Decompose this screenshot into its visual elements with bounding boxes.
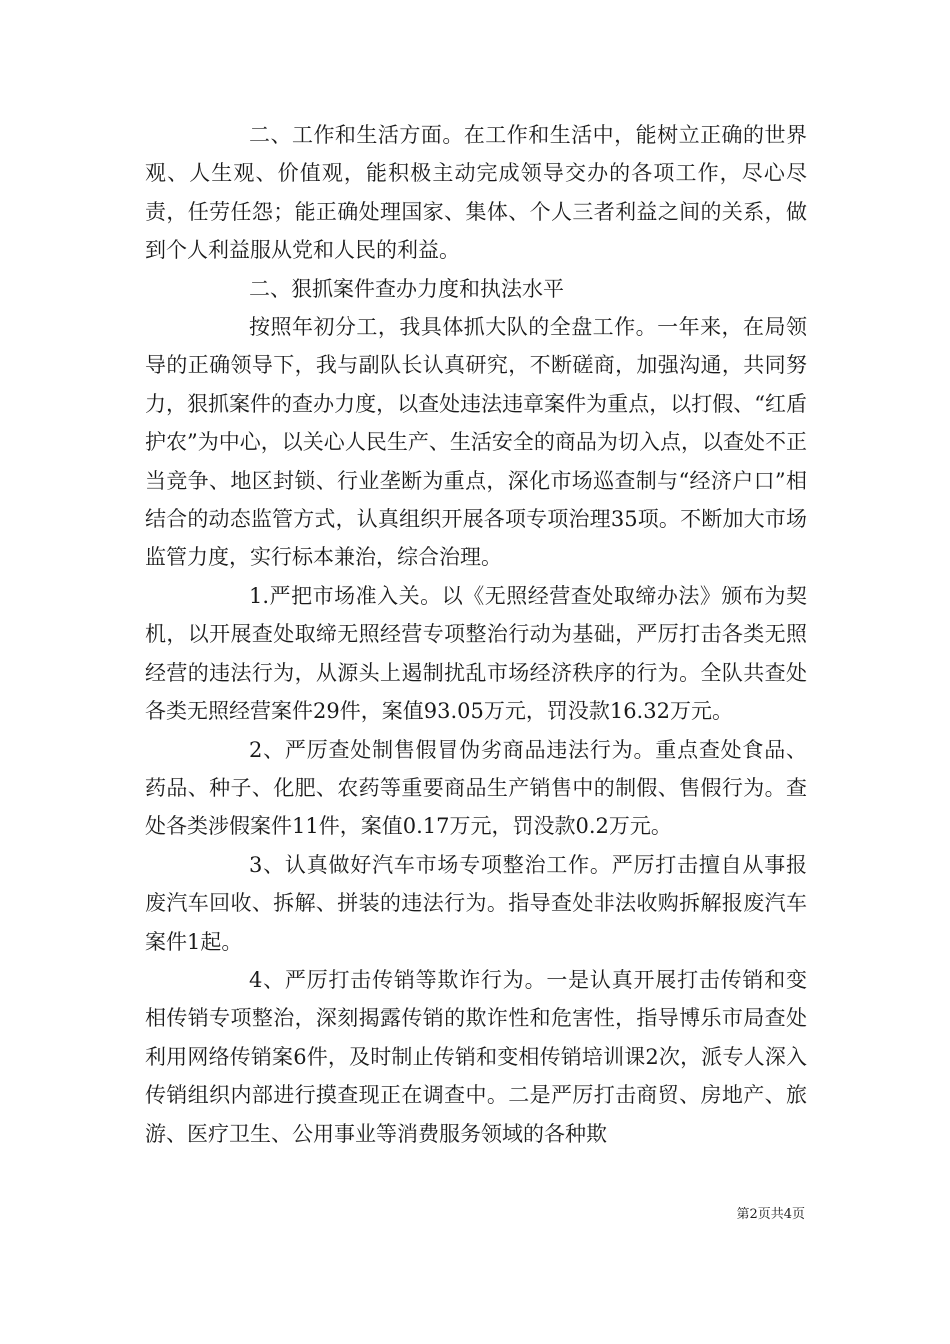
document-body: [145, 116, 807, 1153]
page-number-footer: 第2页共4页: [736, 1207, 805, 1222]
paragraph-counterfeit-goods: 2、严厉查处制售假冒伪劣商品违法行为。重点查处食品、药品、种子、化肥、农药等重要商品生产销售中的制假、售假行为。查处各类涉假案件11件，案值0.17万元，罚没款0.2万元。: [145, 737, 807, 839]
paragraph-market-access: 1.严把市场准入关。以《无照经营查处取缔办法》颁布为契机，以开展查处取缔无照经营专项整治行动为基础，严厉打击各类无照经营的违法行为，从源头上遏制扰乱市场经济秩序的行为。全队共查处各类无照经营案件29件，案值93.05万元，罚没款16.32万元。: [145, 583, 807, 724]
paragraph-auto-market: 3、认真做好汽车市场专项整治工作。严厉打击擅自从事报废汽车回收、拆解、拼装的违法行为。指导查处非法收购拆解报废汽车案件1起。: [145, 852, 807, 954]
paragraph-annual-work: 按照年初分工，我具体抓大队的全盘工作。一年来，在局领导的正确领导下，我与副队长认真研究，不断磋商，加强沟通，共同努力，狠抓案件的查办力度，以查处违法违章案件为重点，以打假、“红盾护农”为中心，以关心人民生产、生活安全的商品为切入点，以查处不正当竞争、地区封锁、行业垄断为重点，深化市场巡查制与“经济户口”相结合的动态监管方式，认真组织开展各项专项治理35项。不断加大市场监管力度，实行标本兼治，综合治理。: [145, 315, 807, 570]
paragraph-work-and-life: 二、工作和生活方面。在工作和生活中，能树立正确的世界观、人生观、价值观，能积极主动完成领导交办的各项工作，尽心尽责，任劳任怨；能正确处理国家、集体、个人三者利益之间的关系，做到个人利益服从党和人民的利益。: [145, 123, 807, 263]
section-heading-case-handling: 二、狠抓案件查办力度和执法水平: [249, 276, 564, 301]
paragraph-pyramid-schemes: 4、严厉打击传销等欺诈行为。一是认真开展打击传销和变相传销专项整治，深刻揭露传销的欺诈性和危害性，指导博乐市局查处利用网络传销案6件，及时制止传销和变相传销培训课2次，派专人深入传销组织内部进行摸查现正在调查中。二是严厉打击商贸、房地产、旅游、医疗卫生、公用事业等消费服务领域的各种欺: [145, 967, 807, 1146]
